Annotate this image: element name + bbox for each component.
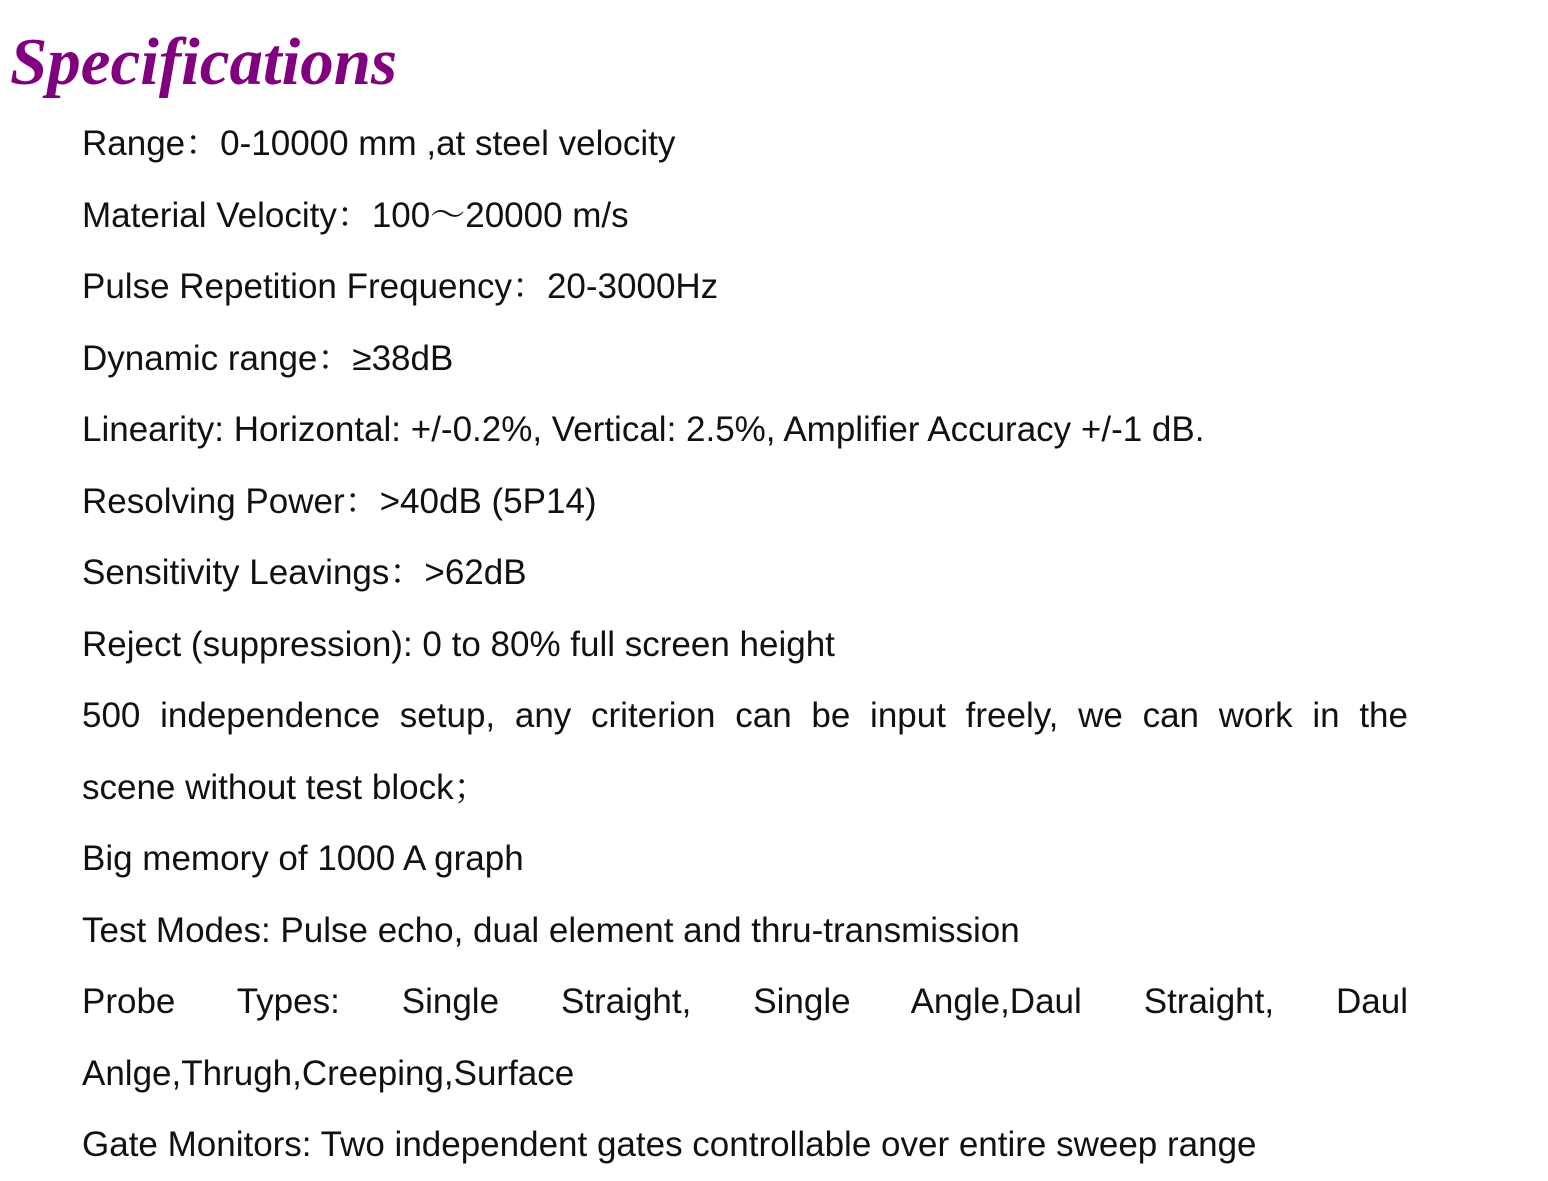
spec-material-velocity: Material Velocity：100～20000 m/s <box>82 195 629 235</box>
spec-test-modes: Test Modes: Pulse echo, dual element and thru-transmission <box>82 910 1020 950</box>
spec-linearity: Linearity: Horizontal: +/-0.2%, Vertical: 2.5%, Amplifier Accuracy +/-1 dB. <box>82 410 1205 449</box>
spec-big-memory: Big memory of 1000 A graph <box>82 839 524 878</box>
page-title: Specifications <box>10 25 398 99</box>
spec-range: Range：0-10000 mm ,at steel velocity <box>82 124 676 163</box>
spec-resolving-power: Resolving Power：>40dB (5P14) <box>82 481 597 521</box>
spec-sensitivity-leavings: Sensitivity Leavings：>62dB <box>82 553 527 592</box>
spec-list <box>82 108 1408 1181</box>
spec-dynamic-range: Dynamic range：≥38dB <box>82 338 454 378</box>
spec-reject: Reject (suppression): 0 to 80% full screen height <box>82 624 835 664</box>
spec-independence-setup-line-2: scene without test block； <box>82 767 489 807</box>
spec-gate-monitors: Gate Monitors: Two independent gates controllable over entire sweep range <box>82 1125 1257 1164</box>
spec-independence-setup-line-1: 500 independence setup, any criterion can be input freely, we can work in the <box>82 696 1408 735</box>
spec-probe-types-line-2: Anlge,Thrugh,Creeping,Surface <box>82 1053 575 1093</box>
spec-pulse-repetition-frequency: Pulse Repetition Frequency：20-3000Hz <box>82 267 719 306</box>
spec-probe-types-line-1: Probe Types: Single Straight, Single Angle,Daul Straight, Daul <box>82 982 1408 1021</box>
